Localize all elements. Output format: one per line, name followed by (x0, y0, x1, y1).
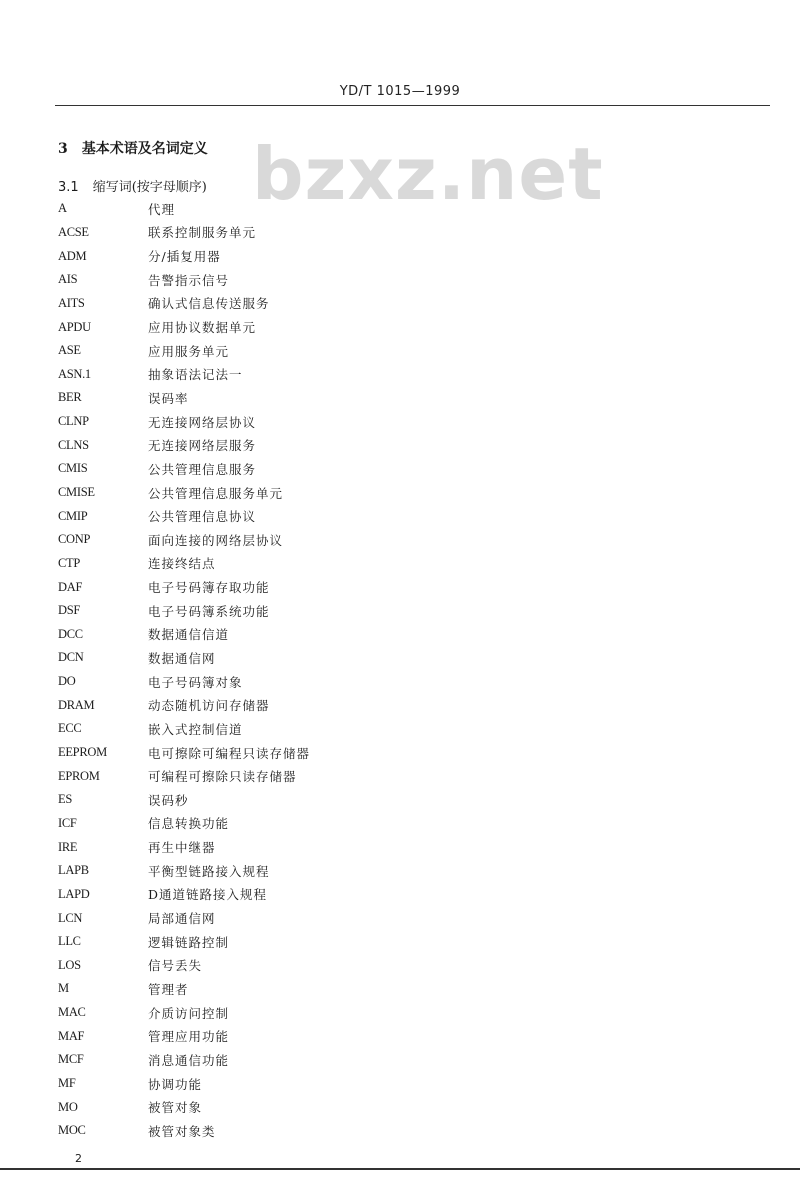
term-row (58, 859, 310, 883)
footer-rule (0, 1168, 800, 1170)
term-definition: 电子号码簿系统功能 (148, 603, 270, 619)
term-row (58, 1119, 310, 1143)
term-abbreviation: DO (58, 674, 76, 689)
term-row (58, 1095, 310, 1119)
term-definition: 面向连接的网络层协议 (148, 532, 284, 548)
term-abbreviation: ICF (58, 815, 77, 830)
term-abbreviation: CMIS (58, 461, 88, 476)
term-row (58, 717, 310, 741)
term-abbreviation: ASE (58, 343, 81, 358)
term-abbreviation: AIS (58, 272, 78, 287)
term-row (58, 292, 310, 316)
term-definition: 协调功能 (148, 1076, 203, 1092)
term-row (58, 244, 310, 268)
header-rule (55, 105, 770, 106)
term-row (58, 623, 310, 647)
term-definition: 无连接网络层协议 (148, 414, 257, 430)
term-row (58, 552, 310, 576)
term-definition: 介质访问控制 (148, 1005, 230, 1021)
standard-code: YD/T 1015—1999 (339, 84, 461, 99)
term-definition: 无连接网络层服务 (148, 438, 257, 454)
term-row (58, 764, 310, 788)
term-definition: 信息转换功能 (148, 816, 230, 832)
term-row (58, 197, 310, 221)
term-abbreviation: LAPB (58, 863, 89, 878)
term-row (58, 930, 310, 954)
term-abbreviation: MCF (58, 1052, 84, 1067)
term-abbreviation: LLC (58, 934, 81, 949)
term-abbreviation: EEPROM (58, 745, 107, 760)
term-abbreviation: A (58, 201, 67, 216)
term-row (58, 977, 310, 1001)
term-row (58, 221, 310, 245)
term-definition: 应用协议数据单元 (148, 320, 257, 336)
term-definition: 连接终结点 (148, 556, 216, 572)
term-abbreviation: MF (58, 1076, 76, 1091)
term-row (58, 315, 310, 339)
term-row (58, 481, 310, 505)
term-row (58, 599, 310, 623)
section-title: 基本术语及名词定义 (81, 141, 208, 157)
term-row (58, 457, 310, 481)
term-row (58, 1001, 310, 1025)
term-definition: 公共管理信息服务单元 (148, 485, 284, 501)
section-number: 3 (58, 141, 68, 157)
term-abbreviation: APDU (58, 319, 91, 334)
term-abbreviation: CMIP (58, 508, 88, 523)
term-definition: 联系控制服务单元 (148, 225, 257, 241)
term-abbreviation: DCC (58, 626, 83, 641)
term-abbreviation: LOS (58, 957, 81, 972)
term-definition: 误码率 (148, 390, 189, 406)
term-definition: 电子号码簿对象 (148, 674, 243, 690)
term-abbreviation: CLNP (58, 414, 89, 429)
term-abbreviation: ES (58, 792, 72, 807)
term-abbreviation: MAF (58, 1028, 85, 1043)
term-abbreviation: DSF (58, 603, 81, 618)
term-abbreviation: CTP (58, 555, 81, 570)
page-number: 2 (75, 1152, 82, 1165)
term-definition: 公共管理信息服务 (148, 461, 257, 477)
term-definition: 公共管理信息协议 (148, 509, 257, 525)
term-row (58, 693, 310, 717)
term-abbreviation: BER (58, 390, 82, 405)
term-abbreviation: CMISE (58, 485, 95, 499)
term-abbreviation: LCN (58, 910, 83, 925)
term-definition: 管理者 (148, 981, 189, 997)
watermark: bzxz.net (252, 132, 604, 216)
term-abbreviation: MOC (58, 1123, 86, 1138)
term-definition: 误码秒 (148, 792, 189, 808)
term-abbreviation: AITS (58, 295, 85, 310)
term-abbreviation: ADM (58, 248, 87, 263)
term-definition: 平衡型链路接入规程 (148, 863, 270, 879)
term-definition: 电可擦除可编程只读存储器 (148, 745, 311, 761)
term-definition: 数据通信网 (148, 650, 216, 666)
term-definition: D通道链路接入规程 (148, 887, 268, 903)
term-row (58, 954, 310, 978)
term-row (58, 670, 310, 694)
term-row (58, 386, 310, 410)
term-row (58, 433, 310, 457)
term-definition: 数据通信信道 (148, 627, 230, 643)
term-definition: 逻辑链路控制 (148, 934, 230, 950)
term-row (58, 741, 310, 765)
term-definition: 再生中继器 (148, 840, 216, 856)
term-row (58, 812, 310, 836)
term-definition: 局部通信网 (148, 911, 216, 927)
term-abbreviation: MO (58, 1099, 78, 1114)
abbreviation-list (58, 197, 310, 1143)
subsection-title: 缩写词(按字母顺序) (92, 180, 207, 195)
term-abbreviation: DCN (58, 650, 84, 665)
term-definition: 代理 (148, 201, 176, 217)
term-row (58, 835, 310, 859)
term-abbreviation: IRE (58, 839, 78, 854)
term-row (58, 1048, 310, 1072)
term-row (58, 268, 310, 292)
subsection-heading (58, 176, 207, 195)
term-row (58, 788, 310, 812)
term-abbreviation: ASN.1 (58, 366, 91, 381)
term-abbreviation: EPROM (58, 768, 100, 783)
term-definition: 分/插复用器 (148, 249, 221, 265)
term-row (58, 646, 310, 670)
term-definition: 被管对象 (148, 1100, 203, 1116)
term-definition: 告警指示信号 (148, 272, 230, 288)
term-definition: 动态随机访问存储器 (148, 698, 270, 714)
term-row (58, 883, 310, 907)
term-abbreviation: CLNS (58, 437, 89, 452)
term-definition: 管理应用功能 (148, 1029, 230, 1045)
term-definition: 抽象语法记法一 (148, 367, 243, 383)
term-abbreviation: M (58, 981, 69, 996)
term-definition: 可编程可擦除只读存储器 (148, 769, 297, 785)
term-row (58, 575, 310, 599)
section-heading (58, 138, 208, 158)
term-definition: 电子号码簿存取功能 (148, 580, 270, 596)
term-row (58, 1072, 310, 1096)
term-definition: 被管对象类 (148, 1123, 216, 1139)
term-abbreviation: DRAM (58, 697, 95, 712)
term-row (58, 362, 310, 386)
term-definition: 嵌入式控制信道 (148, 721, 243, 737)
term-row (58, 504, 310, 528)
term-row (58, 339, 310, 363)
term-definition: 应用服务单元 (148, 343, 230, 359)
term-row (58, 906, 310, 930)
term-definition: 信号丢失 (148, 958, 203, 974)
term-abbreviation: DAF (58, 579, 83, 594)
term-abbreviation: LAPD (58, 886, 90, 901)
term-abbreviation: CONP (58, 532, 91, 547)
subsection-number: 3.1 (58, 180, 79, 195)
term-definition: 消息通信功能 (148, 1052, 230, 1068)
term-row (58, 1024, 310, 1048)
term-abbreviation: MAC (58, 1005, 86, 1020)
term-row (58, 528, 310, 552)
term-abbreviation: ECC (58, 721, 82, 736)
term-row (58, 410, 310, 434)
term-definition: 确认式信息传送服务 (148, 296, 270, 312)
term-abbreviation: ACSE (58, 224, 89, 239)
